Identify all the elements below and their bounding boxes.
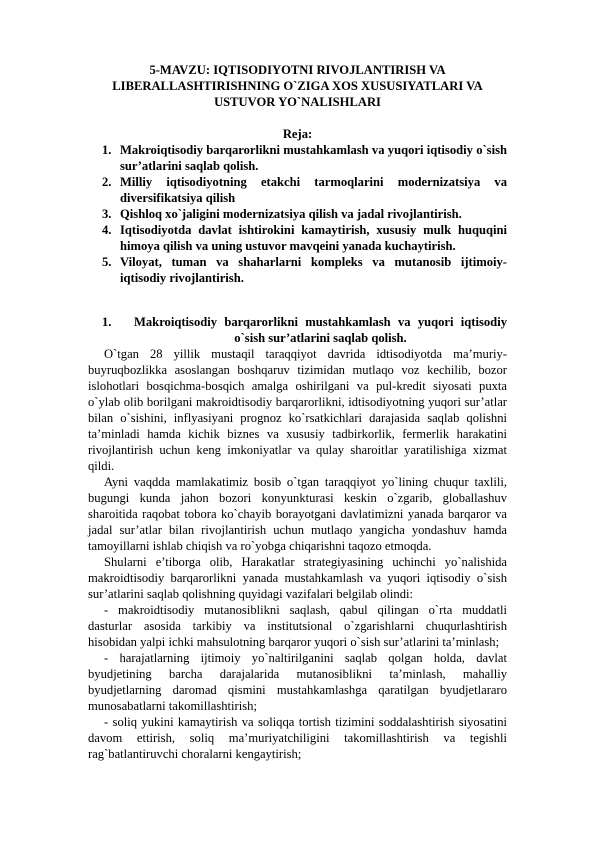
body-paragraph: O`tgan 28 yillik mustaqil taraqqiyot davrida idtisodiyotda ma’muriy-buyruqbozlikka asoslangan boshqaruv tizimidan mutlaqo voz kechilib, bozor islohotlari bosqichma-bosqich amalga oshirilgani va pul-kredit siyosati puxta o`ylab olib borilgani makroidtisodiy barqarorlikni, idtisodiyotning yuqori sur’atlar bilan o`sishini, inflyasiyani prognoz ko`rsatkichlari darajasida saqlab qolishni ta’minladi hamda kichik biznes va xususiy tadbirkorlik, fermerlik harakatini rivojlantirish uchun keng imkoniyatlar va qulay sharoitlar yaratilishiga xizmat qildi. xyxy=(88,347,507,473)
spacer xyxy=(88,286,507,314)
plan-item xyxy=(88,174,507,206)
plan-item-number: 3. xyxy=(102,207,112,221)
title-line: USTUVOR YO`NALISHLARI xyxy=(214,95,381,109)
section-heading xyxy=(88,314,507,346)
document-page xyxy=(88,62,507,762)
plan-item-text: Iqtisodiyotda davlat ishtirokini kamaytirish, xususiy mulk huquqini himoya qilish va uning ustuvor mavqeini yanada kuchaytirish. xyxy=(120,223,507,253)
plan-item xyxy=(88,206,507,222)
section-number: 1. xyxy=(102,315,112,329)
title-line: 5-MAVZU: IQTISODIYOTNI RIVOJLANTIRISH VA xyxy=(149,63,446,77)
plan-item-number: 2. xyxy=(102,175,112,189)
plan-item-text: Milliy iqtisodiyotning etakchi tarmoqlarini modernizatsiya va diversifikatsiya qilish xyxy=(120,175,507,205)
plan-item xyxy=(88,222,507,254)
plan-heading: Reja: xyxy=(282,127,313,141)
body-paragraph: Ayni vaqdda mamlakatimiz bosib o`tgan taraqqiyot yo`lining chuqur taxlili, bugungi kunda jahon bozori konyunkturasi keskin o`zgarib, globallashuv sharoitida raqobat tobora ko`chayib borayotgani davlatimizni yanada barqaror va jadal sur’atlar bilan rivojlantirish uchun mutlaqo yangicha yondashuv hamda tamoyillarni ishlab chiqish va ro`yobga chiqarishni taqozo etmoqda. xyxy=(88,475,507,553)
document-title xyxy=(88,62,507,110)
plan-item xyxy=(88,254,507,286)
plan-item-text: Viloyat, tuman va shaharlarni kompleks va mutanosib ijtimoiy-iqtisodiy rivojlantirish. xyxy=(120,255,507,285)
plan-item-number: 1. xyxy=(102,143,112,157)
title-line: LIBERALLASHTIRISHNING O`ZIGA XOS XUSUSIYATLARI VA xyxy=(112,79,483,93)
plan-item xyxy=(88,142,507,174)
plan-item-text: Qishloq xo`jaligini modernizatsiya qilish va jadal rivojlantirish. xyxy=(120,207,462,221)
dash-list-item: - soliq yukini kamaytirish va soliqqa tortish tizimini soddalashtirish siyosatini davom ettirish, soliq ma’muriyatchiligini takomillashtirish va tegishli rag`batlantiruvchi choralarni kengaytirish; xyxy=(88,715,507,761)
section-heading-text: Makroiqtisodiy barqarorlikni mustahkamlash va yuqori iqtisodiy o`sish sur’atlarini saqlab qolish. xyxy=(134,315,507,345)
plan-item-number: 4. xyxy=(102,223,112,237)
body-paragraph: Shularni e’tiborga olib, Harakatlar strategiyasining uchinchi yo`nalishida makroidtisodiy barqarorlikni yanada mustahkamlash va yuqori iqtisodiy o`sish sur’atlarini saqlab qolishning quyidagi vazifalari belgilab olindi: xyxy=(88,555,507,601)
dash-list-item: - harajatlarning ijtimoiy yo`naltirilganini saqlab qolgan holda, davlat byudjetining barcha darajalarida mutanosiblikni ta’minlash, mahalliy byudjetlarning daromad qismini mustahkamlashga qaratilgan byudjetlararo munosabatlarni takomillashtirish; xyxy=(88,651,507,713)
dash-list-item: - makroidtisodiy mutanosiblikni saqlash, qabul qilingan o`rta muddatli dasturlar asosida tarkibiy va institutsional o`zgarishlarni chuqurlashtirish hisobidan yalpi ichki mahsulotning barqaror yuqori o`sish sur’atlarini ta’minlash; xyxy=(88,603,507,649)
plan-item-number: 5. xyxy=(102,255,112,269)
plan-item-text: Makroiqtisodiy barqarorlikni mustahkamlash va yuqori iqtisodiy o`sish sur’atlarini saqlab qolish. xyxy=(120,143,507,173)
plan-list xyxy=(88,142,507,286)
